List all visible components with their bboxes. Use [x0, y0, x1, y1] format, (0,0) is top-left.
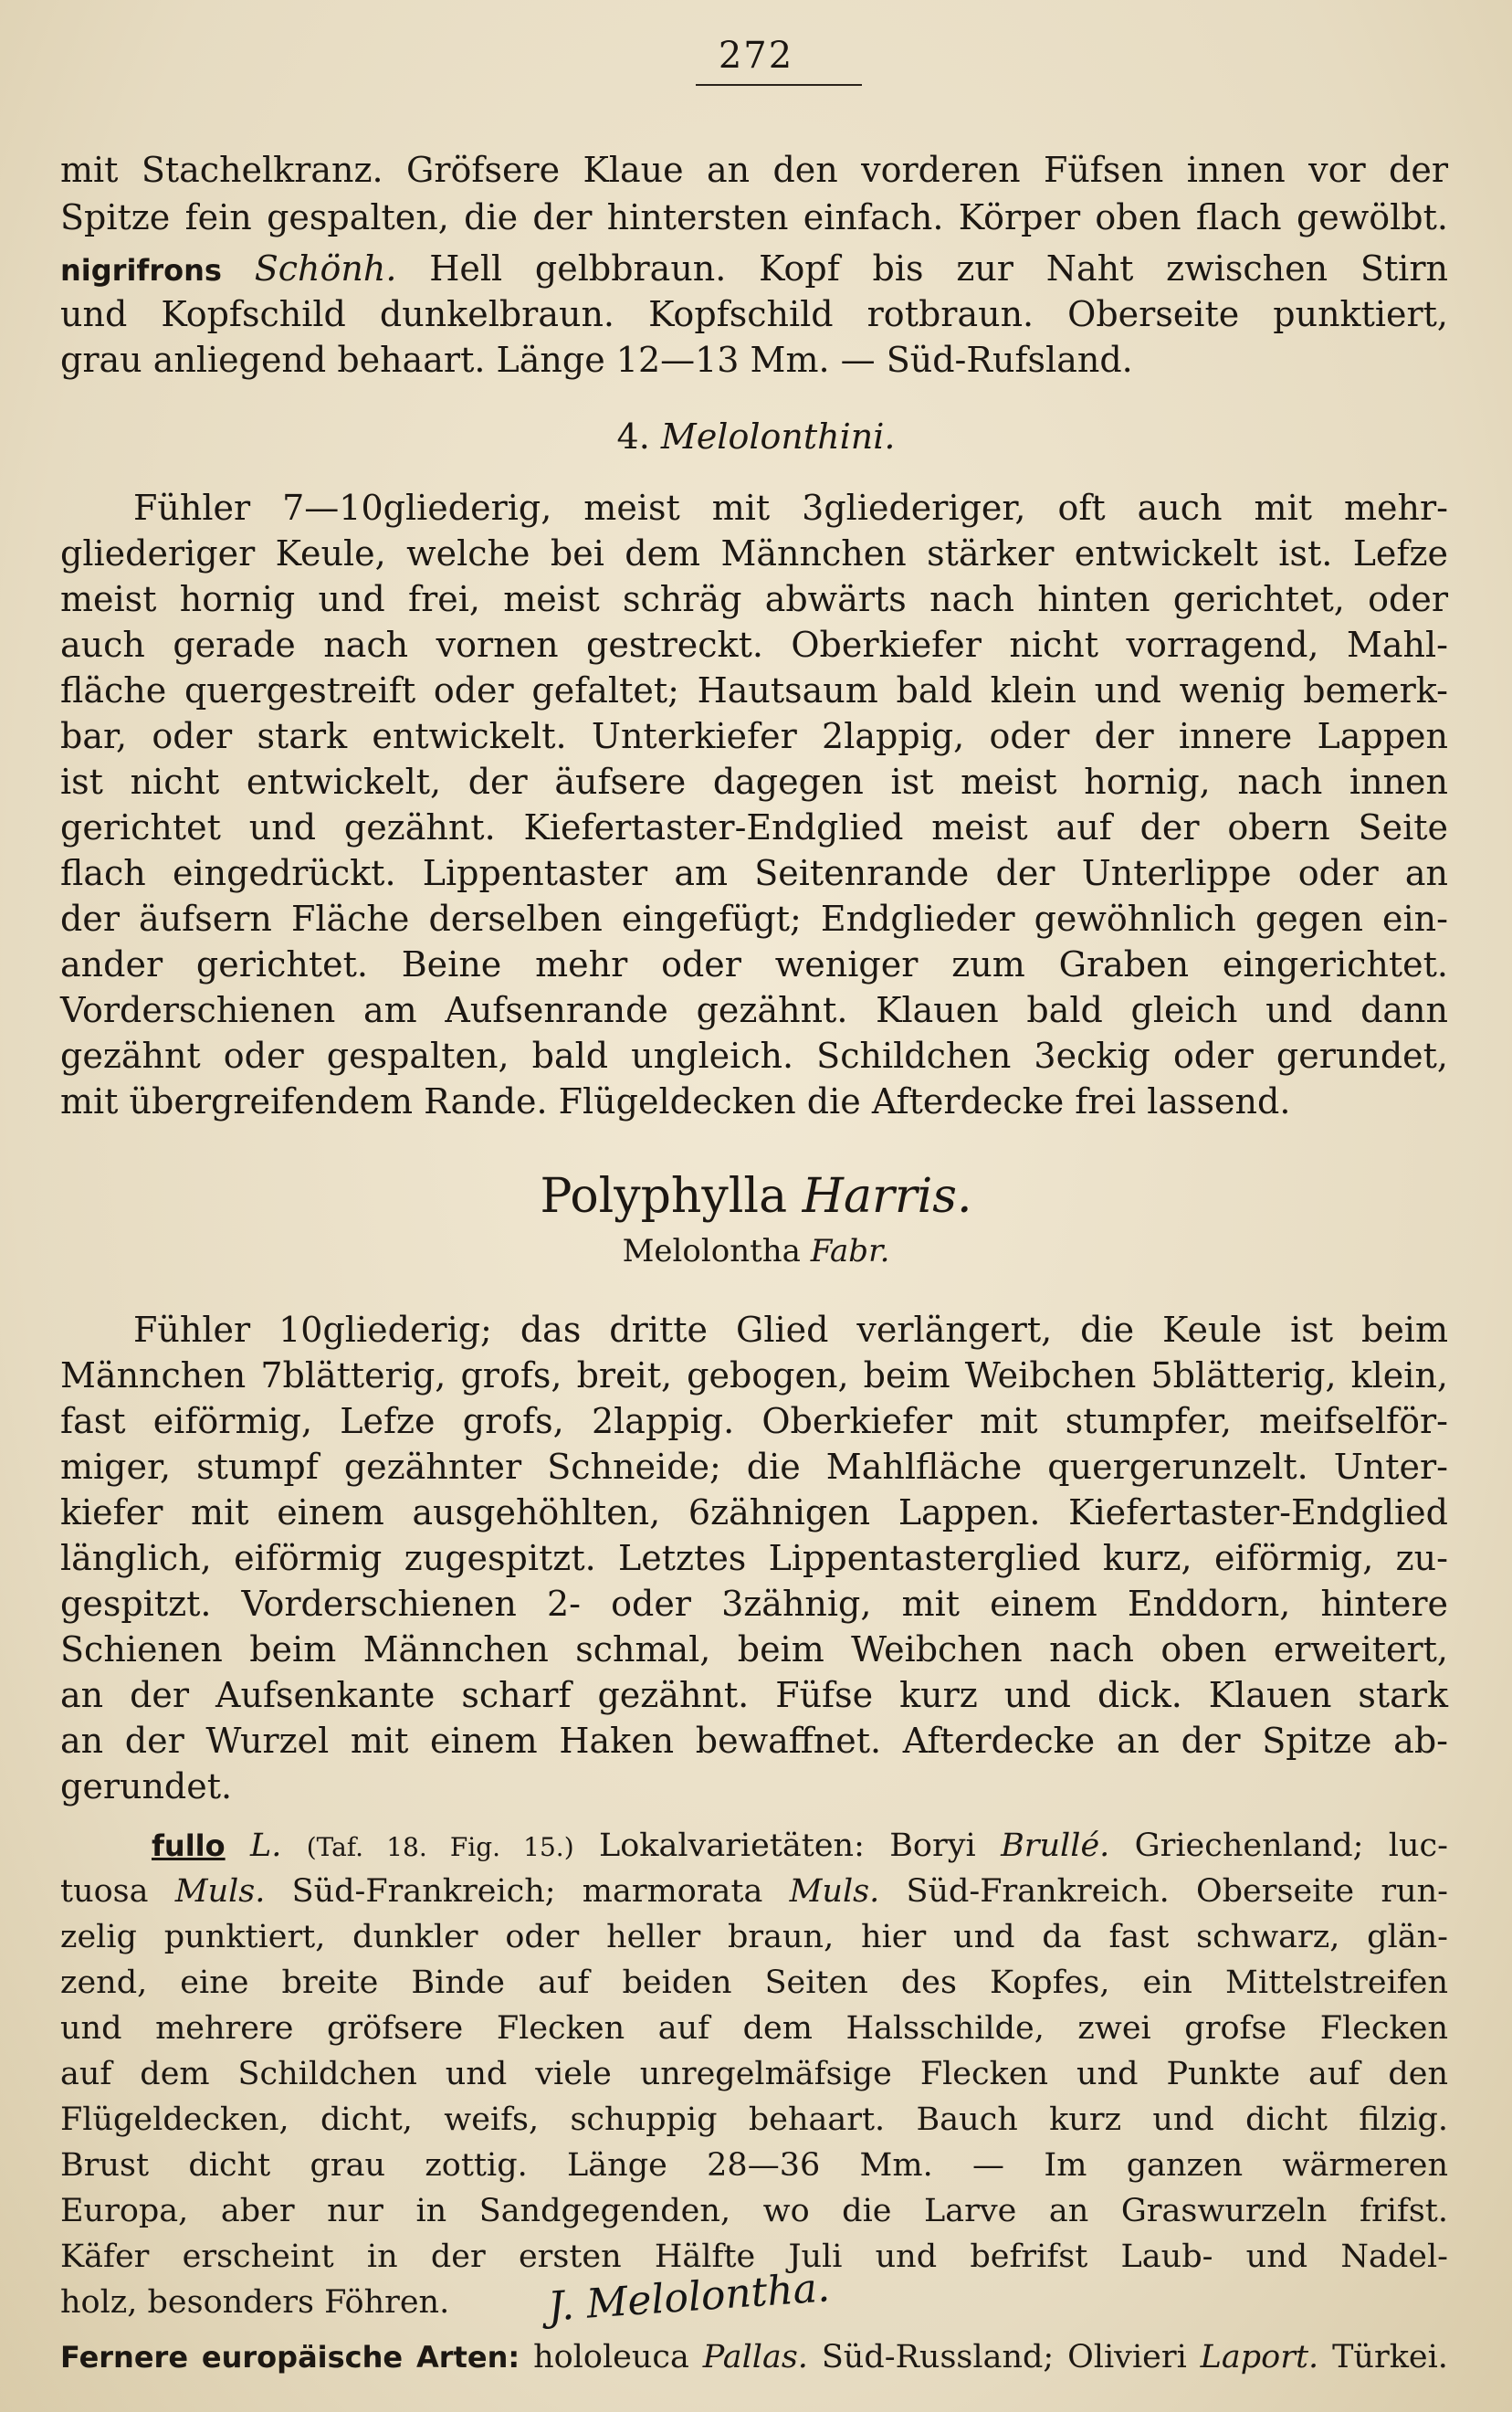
text-line: zend, eine breite Binde auf beiden Seiten des Kopfes, ein Mittelstreifen — [60, 1964, 1448, 2001]
genus-author: Harris. — [802, 1169, 972, 1224]
text-line: fast eiförmig, Lefze grofs, 2lappig. Oberkiefer mit stumpfer, meifselför- — [60, 1401, 1448, 1441]
species-name: Olivieri — [1067, 2339, 1187, 2375]
tribe-heading — [0, 416, 1512, 457]
text-line: Europa, aber nur in Sandgegenden, wo die Larve an Graswurzeln frifst. — [60, 2193, 1448, 2229]
text-line: meist hornig und frei, meist schräg abwärts nach hinten gerichtet, oder — [60, 579, 1448, 619]
genus-synonym — [0, 1233, 1512, 1269]
text-line: mit übergreifendem Rande. Flügeldecken die Afterdecke frei lassend. — [60, 1081, 1291, 1122]
species-name: hololeuca — [533, 2339, 689, 2375]
text-line: und Kopfschild dunkelbraun. Kopfschild rotbraun. Oberseite punktiert, — [60, 294, 1448, 334]
text-line: Fühler 10gliederig; das dritte Glied verlängert, die Keule ist beim — [133, 1310, 1448, 1350]
species-description: Hell gelbbraun. Kopf bis zur Naht zwischen Stirn — [429, 248, 1448, 289]
tribe-name: Melolonthini. — [660, 416, 896, 457]
further-species-line — [60, 2333, 1448, 2381]
text-line: flach eingedrückt. Lippentaster am Seitenrande der Unterlippe oder an — [60, 853, 1448, 893]
tribe-number: 4. — [616, 416, 650, 457]
text-line: Brust dicht grau zottig. Länge 28—36 Mm. — Im ganzen wärmeren — [60, 2147, 1448, 2184]
species-author: Brullé. — [1001, 1827, 1110, 1864]
species-description: Süd-Frankreich; marmorata — [291, 1873, 763, 1910]
text-line: Fühler 7—10gliederig, meist mit 3gliederiger, oft auch mit mehr- — [133, 488, 1448, 528]
text-line: an der Wurzel mit einem Haken bewaffnet. Afterdecke an der Spitze ab- — [60, 1721, 1448, 1761]
text-line: miger, stumpf gezähnter Schneide; die Mahlfläche quergerunzelt. Unter- — [60, 1447, 1448, 1487]
text-line: mit Stachelkranz. Gröfsere Klaue an den vorderen Füfsen innen vor der — [60, 150, 1448, 190]
further-species-label: Fernere europäische Arten: — [60, 2340, 520, 2375]
text-line: der äufsern Fläche derselben eingefügt; Endglieder gewöhnlich gegen ein- — [60, 899, 1448, 939]
text-line: Männchen 7blätterig, grofs, breit, gebogen, beim Weibchen 5blätterig, klein, — [60, 1355, 1448, 1396]
species-description: tuosa — [60, 1873, 149, 1910]
text-line: Flügeldecken, dicht, weifs, schuppig behaart. Bauch kurz und dicht filzig. — [60, 2101, 1448, 2138]
text-line: holz, besonders Föhren. — [60, 2284, 450, 2321]
text-line — [60, 1868, 1448, 1915]
text-line: zelig punktiert, dunkler oder heller braun, hier und da fast schwarz, glän- — [60, 1919, 1448, 1955]
synonym-author: Fabr. — [810, 1233, 890, 1269]
text-line: grau anliegend behaart. Länge 12—13 Mm. — Süd-Rufsland. — [60, 340, 1133, 380]
text-line: Schienen beim Männchen schmal, beim Weibchen nach oben erweitert, — [60, 1629, 1448, 1669]
species-description: Griechenland; luc- — [1134, 1827, 1448, 1864]
text-line: an der Aufsenkante scharf gezähnt. Füfse kurz und dick. Klauen stark — [60, 1675, 1448, 1715]
page-number: 272 — [718, 35, 794, 77]
species-locality: Türkei. — [1332, 2339, 1448, 2375]
text-line: gezähnt oder gespalten, bald ungleich. Schildchen 3eckig oder gerundet, — [60, 1036, 1448, 1076]
species-author: Muls. — [789, 1873, 880, 1910]
text-line: bar, oder stark entwickelt. Unterkiefer 2lappig, oder der innere Lappen — [60, 716, 1448, 756]
species-author: Muls. — [174, 1873, 266, 1910]
synonym-name: Melolontha — [622, 1233, 801, 1269]
species-author: Laport. — [1200, 2339, 1319, 2375]
text-line: fläche quergestreift oder gefaltet; Hautsaum bald klein und wenig bemerk- — [60, 670, 1448, 711]
species-entry-fullo — [60, 1822, 1448, 1870]
text-line: gerundet. — [60, 1766, 233, 1806]
genus-name: Polyphylla — [540, 1169, 788, 1224]
plate-reference: (Taf. 18. Fig. 15.) — [306, 1832, 574, 1862]
text-line: auch gerade nach vornen gestreckt. Oberkiefer nicht vorragend, Mahl- — [60, 625, 1448, 665]
text-line: gerichtet und gezähnt. Kiefertaster-Endglied meist auf der obern Seite — [60, 807, 1448, 848]
species-description: Lokalvarietäten: Boryi — [598, 1827, 976, 1864]
header-rule — [696, 84, 862, 86]
genus-heading — [0, 1169, 1512, 1224]
text-line: gespitzt. Vorderschienen 2- oder 3zähnig, mit einem Enddorn, hintere — [60, 1584, 1448, 1624]
text-line: Spitze fein gespalten, die der hintersten einfach. Körper oben flach gewölbt. — [60, 197, 1448, 237]
species-author: L. — [249, 1827, 282, 1864]
text-line: Vorderschienen am Aufsenrande gezähnt. Klauen bald gleich und dann — [60, 990, 1448, 1030]
species-description: Süd-Frankreich. Oberseite run- — [906, 1873, 1448, 1910]
species-author: Pallas. — [702, 2339, 808, 2375]
handwritten-note: J. Melolontha. — [546, 2264, 832, 2331]
text-line: und mehrere gröfsere Flecken auf dem Halsschilde, zwei grofse Flecken — [60, 2010, 1448, 2047]
text-line: Käfer erscheint in der ersten Hälfte Juli und befrifst Laub- und Nadel- — [60, 2238, 1448, 2275]
species-locality: Süd-Russland; — [821, 2339, 1055, 2375]
text-line: kiefer mit einem ausgehöhlten, 6zähnigen Lappen. Kiefertaster-Endglied — [60, 1492, 1448, 1533]
species-entry-nigrifrons — [60, 245, 1448, 292]
text-line: auf dem Schildchen und viele unregelmäfsige Flecken und Punkte auf den — [60, 2056, 1448, 2092]
species-author: Schönh. — [254, 248, 397, 289]
text-line: gliederiger Keule, welche bei dem Männchen stärker entwickelt ist. Lefze — [60, 533, 1448, 574]
text-line: ist nicht entwickelt, der äufsere dagegen ist meist hornig, nach innen — [60, 762, 1448, 802]
species-name: nigrifrons — [60, 253, 222, 288]
text-line: länglich, eiförmig zugespitzt. Letztes Lippentasterglied kurz, eiförmig, zu- — [60, 1538, 1448, 1578]
text-line: ander gerichtet. Beine mehr oder weniger zum Graben eingerichtet. — [60, 944, 1448, 985]
species-name: fullo — [152, 1828, 226, 1863]
